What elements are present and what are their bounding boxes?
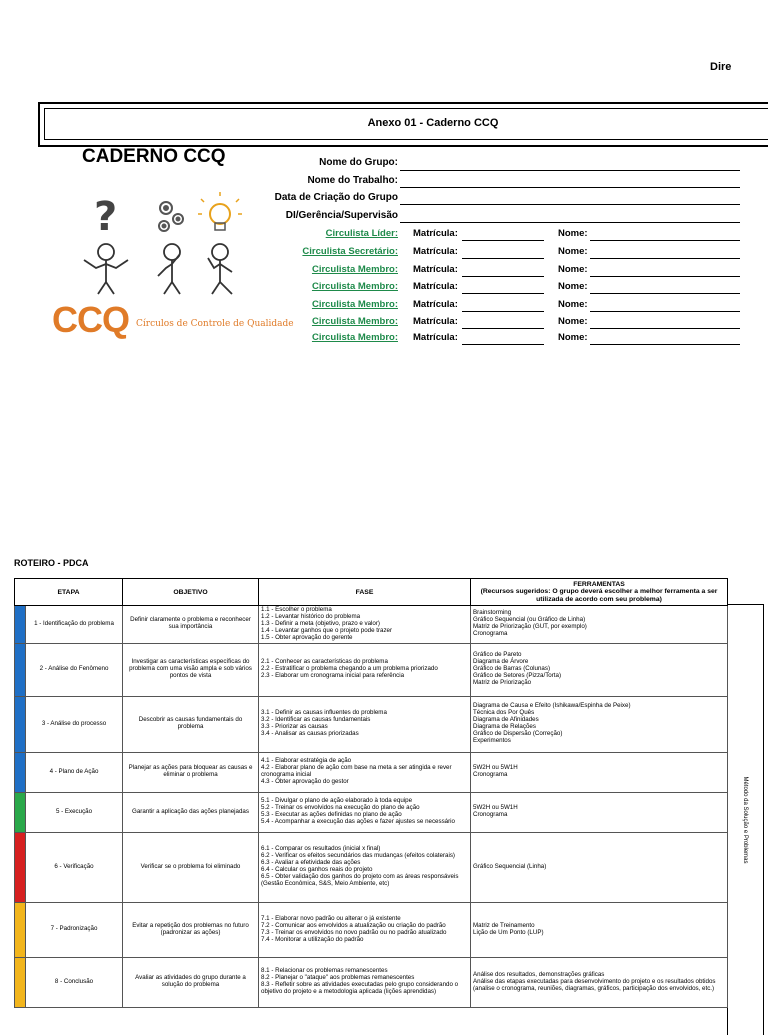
table-row [15,902,728,957]
field-group-name[interactable] [400,169,740,171]
cell-etapa: 8 - Conclusão [26,957,123,1007]
cell-fase: 2.1 - Conhecer as características do problema 2.2 - Estratificar o problema chegando a um problema priorizado 2.3 - Elaborar um cronograma inicial para referência [259,643,471,696]
nome-field[interactable] [590,344,740,345]
cell-fase: 5.1 - Divulgar o plano de ação elaborado à toda equipe 5.2 - Treinar os envolvidos na execução do plano de ação 5.3 - Executar as ações definidas no plano de ação 5.4 - Acompanhar a execução das ações e fazer ajustes se necessário [259,792,471,832]
cell-etapa: 5 - Execução [26,792,123,832]
cell-ferramentas: 5W2H ou 5W1H Cronograma [471,792,728,832]
cell-objetivo: Descobrir as causas fundamentais do problema [123,696,259,752]
nome-label: Nome: [558,332,588,343]
matricula-label: Matrícula: [413,281,458,292]
cell-fase: 1.1 - Escolher o problema 1.2 - Levantar histórico do problema 1.3 - Definir a meta (objetivo, prazo e valor) 1.4 - Levantar ganhos que o projeto pode trazer 1.5 - Obter aprovação do gerente [259,606,471,644]
nome-field[interactable] [590,311,740,312]
table-row [15,957,728,1007]
phase-bar [15,902,26,957]
matricula-label: Matrícula: [413,246,458,257]
cell-etapa: 4 - Plano de Ação [26,752,123,792]
table-row [15,606,728,644]
cell-fase: 3.1 - Definir as causas influentes do problema 3.2 - Identificar as causas fundamentais 3.3 - Priorizar as causas 3.4 - Analisar as causas priorizadas [259,696,471,752]
phase-bar [15,606,26,644]
nome-field[interactable] [590,276,740,277]
svg-text:?: ? [94,194,118,240]
cell-objetivo: Avaliar as atividades do grupo durante a solução do problema [123,957,259,1007]
nome-label: Nome: [558,299,588,310]
nome-field[interactable] [590,258,740,259]
matricula-field[interactable] [462,240,544,241]
cell-ferramentas: Gráfico Sequencial (Linha) [471,832,728,902]
matricula-label: Matrícula: [413,228,458,239]
nome-label: Nome: [558,316,588,327]
matricula-field[interactable] [462,311,544,312]
col-header-etapa: ETAPA [15,579,123,606]
role-member-label: Circulista Membro: [311,316,398,327]
matricula-label: Matrícula: [413,299,458,310]
cell-ferramentas: 5W2H ou 5W1H Cronograma [471,752,728,792]
field-label-group-name: Nome do Grupo: [319,157,398,168]
nome-label: Nome: [558,281,588,292]
matricula-label: Matrícula: [413,332,458,343]
cell-fase: 8.1 - Relacionar os problemas remanescentes 8.2 - Planejar o "ataque" aos problemas remanescentes 8.3 - Refletir sobre as atividades executadas pelo grupo considerando o objetivo do projeto e a metodologia aplicada (lições aprendidas) [259,957,471,1007]
role-member-label: Circulista Membro: [311,332,398,343]
matricula-label: Matrícula: [413,264,458,275]
field-creation-date[interactable] [400,203,740,205]
ccq-logo: CCQ [52,299,129,340]
cell-ferramentas: Diagrama de Causa e Efeito (Ishikawa/Espinha de Peixe) Técnica dos Por Quês Diagrama de Afinidades Diagrama de Relações Gráfico de Dispersão (Correção) Experimentos [471,696,728,752]
matricula-field[interactable] [462,276,544,277]
question-mark-icon [94,194,117,240]
phase-bar [15,832,26,902]
role-member-label: Circulista Membro: [311,264,398,275]
field-label-management: DI/Gerência/Supervisão [285,210,398,221]
matricula-field[interactable] [462,328,544,329]
cell-ferramentas: Brainstorming Gráfico Sequencial (ou Gráfico de Linha) Matriz de Priorização (GUT, por exemplo) Cronograma [471,606,728,644]
matricula-field[interactable] [462,258,544,259]
cell-objetivo: Investigar as características específicas do problema com uma visão ampla e sob vários pontos de vista [123,643,259,696]
matricula-field[interactable] [462,344,544,345]
field-label-work-name: Nome do Trabalho: [307,175,398,186]
nome-label: Nome: [558,228,588,239]
phase-bar [15,643,26,696]
field-management[interactable] [400,221,740,223]
cell-etapa: 7 - Padronização [26,902,123,957]
caderno-title: CADERNO CCQ [82,146,226,167]
nome-label: Nome: [558,246,588,257]
nome-field[interactable] [590,293,740,294]
cell-etapa: 6 - Verificação [26,832,123,902]
pdca-table [14,578,728,1008]
field-label-creation-date: Data de Criação do Grupo [274,192,398,203]
cell-ferramentas: Gráfico de Pareto Diagrama de Árvore Gráfico de Barras (Colunas) Gráfico de Setores (Pizza/Torta) Matriz de Priorização [471,643,728,696]
cell-etapa: 1 - Identificação do problema [26,606,123,644]
cell-objetivo: Verificar se o problema foi eliminado [123,832,259,902]
field-work-name[interactable] [400,186,740,188]
phase-bar [15,957,26,1007]
annex-title: Anexo 01 - Caderno CCQ [367,117,499,129]
cell-fase: 7.1 - Elaborar novo padrão ou alterar o já existente 7.2 - Comunicar aos envolvidos a atualização ou criação do padrão 7.3 - Treinar os envolvidos no novo padrão ou no padrão atualizado 7.4 - Monitorar a utilização do padrão [259,902,471,957]
cell-ferramentas: Análise dos resultados, demonstrações gráficas Análise das etapas executadas para desenvolvimento do projeto e os resultados obtidos (analise o cronograma, reuniões, diagramas, gráficos, participação dos envolvidos, etc.) [471,957,728,1007]
table-row [15,752,728,792]
nome-label: Nome: [558,264,588,275]
role-member-label: Circulista Membro: [311,299,398,310]
table-row [15,696,728,752]
phase-bar [15,696,26,752]
cell-objetivo: Evitar a repetição dos problemas no futuro (padronizar as ações) [123,902,259,957]
phase-bar [15,752,26,792]
side-label: Método da Solução e Problemas [742,776,748,864]
cell-etapa: 3 - Análise do processo [26,696,123,752]
role-secretary-label: Circulista Secretário: [302,246,398,257]
phase-bar [15,792,26,832]
col-header-objetivo: OBJETIVO [123,579,259,606]
cell-ferramentas: Matriz de Treinamento Lição de Um Ponto (LUP) [471,902,728,957]
col-header-fase: FASE [259,579,471,606]
cell-fase: 4.1 - Elaborar estratégia de ação 4.2 - Elaborar plano de ação com base na meta a ser atingida e rever cronograma inicial 4.3 - Obter aprovação do gestor [259,752,471,792]
roteiro-title: ROTEIRO - PDCA [14,558,89,568]
matricula-field[interactable] [462,293,544,294]
role-member-label: Circulista Membro: [311,281,398,292]
nome-field[interactable] [590,240,740,241]
table-row [15,832,728,902]
cell-fase: 6.1 - Comparar os resultados (inicial x final) 6.2 - Verificar os efeitos secundários das mudanças (efeitos colaterais) 6.3 - Avaliar a efetividade das ações 6.4 - Calcular os ganhos reais do projeto 6.5 - Obter validação dos ganhos do projeto com as áreas responsáveis (Gestão Econômica, S&S, Meio Ambiente, etc) [259,832,471,902]
table-row [15,792,728,832]
table-row [15,643,728,696]
nome-field[interactable] [590,328,740,329]
header-corner-text: Dire [710,61,732,73]
cell-objetivo: Definir claramente o problema e reconhecer sua importância [123,606,259,644]
cell-objetivo: Planejar as ações para bloquear as causas e eliminar o problema [123,752,259,792]
matricula-label: Matrícula: [413,316,458,327]
ccq-logo-subtitle: Círculos de Controle de Qualidade [136,319,294,329]
cell-objetivo: Garantir a aplicação das ações planejadas [123,792,259,832]
cell-etapa: 2 - Análise do Fenômeno [26,643,123,696]
col-header-ferramentas: FERRAMENTAS (Recursos sugeridos: O grupo deverá escolher a melhor ferramenta a ser utilizada de acordo com seu problema) [471,579,728,606]
role-leader-label: Circulista Líder: [325,228,398,239]
